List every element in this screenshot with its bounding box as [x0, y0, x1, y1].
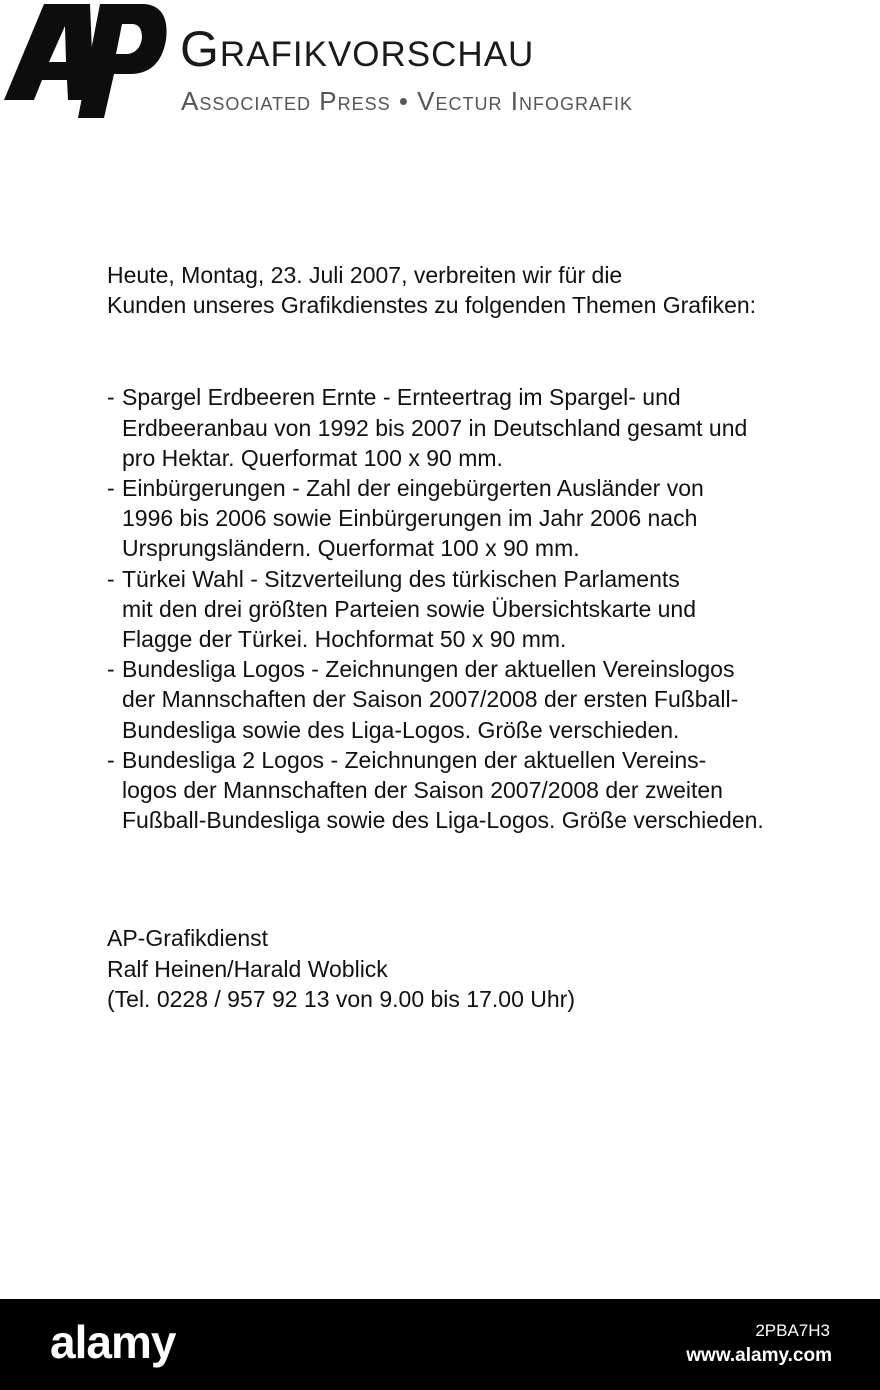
intro-line: Kunden unseres Grafikdienstes zu folgenden Themen Grafiken:	[107, 292, 757, 319]
image-id: 2PBA7H3	[755, 1321, 830, 1340]
topic-line: Ursprungsländern. Querformat 100 x 90 mm.	[122, 535, 580, 562]
topic-item	[107, 745, 847, 836]
intro-paragraph	[107, 260, 847, 320]
topic-line: Bundesliga Logos - Zeichnungen der aktuellen Vereinslogos	[122, 656, 735, 683]
watermark-url: www.alamy.com	[686, 1345, 832, 1366]
topic-item	[107, 654, 847, 745]
signature-phone: (Tel. 0228 / 957 92 13 von 9.00 bis 17.00 Uhr)	[107, 985, 575, 1012]
topic-line: Türkei Wahl - Sitzverteilung des türkischen Parlaments	[122, 565, 680, 592]
list-dash: -	[107, 384, 115, 411]
topic-list	[107, 382, 847, 835]
ap-logo	[4, 2, 170, 120]
topic-line: pro Hektar. Querformat 100 x 90 mm.	[122, 444, 503, 471]
topic-item	[107, 473, 847, 564]
topic-item	[107, 564, 847, 655]
topic-line: mit den drei größten Parteien sowie Übersichtskarte und	[122, 595, 697, 622]
signature-names: Ralf Heinen/Harald Woblick	[107, 955, 388, 982]
topic-item	[107, 382, 847, 473]
list-dash: -	[107, 656, 115, 683]
topic-line: Fußball-Bundesliga sowie des Liga-Logos. Größe verschieden.	[122, 807, 764, 834]
document-body	[107, 260, 847, 1014]
topic-line: Einbürgerungen - Zahl der eingebürgerten Ausländer von	[122, 475, 704, 502]
topic-line: Bundesliga sowie des Liga-Logos. Größe verschieden.	[122, 716, 680, 743]
topic-line: 1996 bis 2006 sowie Einbürgerungen im Jahr 2006 nach	[122, 505, 698, 532]
brand-subtitle: Associated Press • Vectur Infografik	[181, 86, 633, 116]
letterhead	[0, 0, 880, 130]
topic-line: Flagge der Türkei. Hochformat 50 x 90 mm.	[122, 626, 567, 653]
alamy-logo: alamy	[50, 1316, 176, 1368]
brand-title: Grafikvorschau	[180, 21, 535, 77]
signature-department: AP-Grafikdienst	[107, 925, 269, 952]
list-dash: -	[107, 475, 115, 502]
topic-line: der Mannschaften der Saison 2007/2008 der ersten Fußball-	[122, 686, 739, 713]
topic-line: logos der Mannschaften der Saison 2007/2008 der zweiten	[122, 777, 723, 804]
topic-line: Bundesliga 2 Logos - Zeichnungen der aktuellen Vereins-	[122, 746, 707, 773]
list-dash: -	[107, 746, 115, 773]
stock-watermark-bar	[0, 1299, 880, 1390]
intro-line: Heute, Montag, 23. Juli 2007, verbreiten wir für die	[107, 262, 623, 288]
list-dash: -	[107, 565, 115, 592]
topic-line: Erdbeeranbau von 1992 bis 2007 in Deutschland gesamt und	[122, 414, 748, 441]
signature-block	[107, 923, 847, 1014]
topic-line: Spargel Erdbeeren Ernte - Ernteertrag im Spargel- und	[122, 384, 681, 411]
